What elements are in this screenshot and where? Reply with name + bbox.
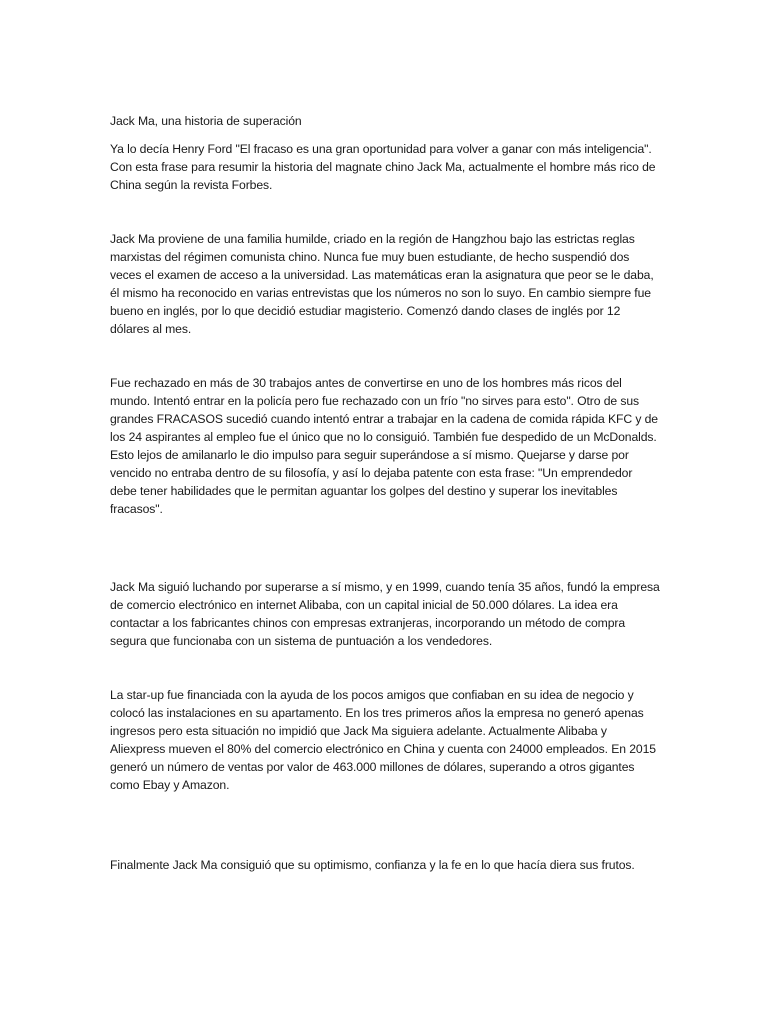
paragraph-conclusion: Finalmente Jack Ma consiguió que su optimismo, confianza y la fe en lo que hacía diera sus frutos. — [110, 858, 635, 872]
document-title: Jack Ma, una historia de superación — [110, 114, 302, 128]
paragraph-origins: Jack Ma proviene de una familia humilde, criado en la región de Hangzhou bajo las estrictas reglas marxistas del régimen comunista chino. Nunca fue muy buen estudiante, de hecho suspendió dos veces el examen de acceso a la universidad. Las matemáticas eran la asignatura que peor se le daba, él mismo ha reconocido en varias entrevistas que los números no son lo suyo. En cambio siempre fue bueno en inglés, por lo que decidió estudiar magisterio. Comenzó dando clases de inglés por 12 dólares al mes. — [110, 232, 654, 336]
paragraph-alibaba-founding: Jack Ma siguió luchando por superarse a sí mismo, y en 1999, cuando tenía 35 años, fundó la empresa de comercio electrónico en internet Alibaba, con un capital inicial de 50.000 dólares. La idea era contactar a los fabricantes chinos con empresas extranjeras, incorporando un método de compra segura que funcionaba con un sistema de puntuación a los vendedores. — [110, 580, 660, 648]
paragraph-startup-growth: La star-up fue financiada con la ayuda de los pocos amigos que confiaban en su idea de negocio y colocó las instalaciones en su apartamento. En los tres primeros años la empresa no generó apenas ingresos pero esta situación no impidió que Jack Ma siguiera adelante. Actualmente Alibaba y Aliexpress mueven el 80% del comercio electrónico en China y cuenta con 24000 empleados. En 2015 generó un número de ventas por valor de 463.000 millones de dólares, superando a otros gigantes como Ebay y Amazon. — [110, 688, 656, 792]
paragraph-rejections: Fue rechazado en más de 30 trabajos antes de convertirse en uno de los hombres más ricos del mundo. Intentó entrar en la policía pero fue rechazado con un frío "no sirves para esto". Otro de sus grandes FRACASOS sucedió cuando intentó entrar a trabajar en la cadena de comida rápida KFC y de los 24 aspirantes al empleo fue el único que no lo consiguió. También fue despedido de un McDonalds. Esto lejos de amilanarlo le dio impulso para seguir superándose a sí mismo. Quejarse y darse por vencido no entraba dentro de su filosofía, y así lo dejaba patente con esta frase: "Un emprendedor debe tener habilidades que le permitan aguantar los golpes del destino y superar los inevitables fracasos". — [110, 376, 658, 516]
paragraph-intro: Ya lo decía Henry Ford "El fracaso es una gran oportunidad para volver a ganar con más inteligencia". Con esta frase para resumir la historia del magnate chino Jack Ma, actualmente el hombre más rico de China según la revista Forbes. — [110, 142, 656, 192]
